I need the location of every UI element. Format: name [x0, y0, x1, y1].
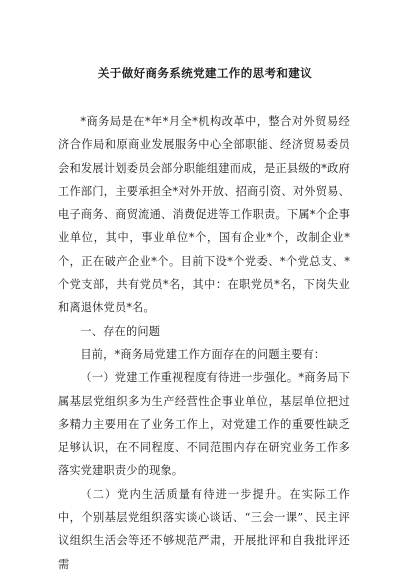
- problem-1-paragraph: （一）党建工作重视程度有待进一步强化。*商务局下属基层党组织多为生产经营性企事业单位，基层单位把过多精力主要用在了业务工作上，对党建工作的重要性缺乏足够认识，在不同程度、不同范围内存在研究业务工作多落实党建职责少的现象。: [58, 371, 350, 478]
- problem-2-paragraph: （二）党内生活质量有待进一步提升。在实际工作中，个别基层党组织落实谈心谈话、“三会一课”、民主评议组织生活会等还不够规范严肃，开展批评和自我批评还需: [58, 487, 350, 571]
- section-heading-problems: 一、存在的问题: [80, 324, 161, 338]
- document-title: 关于做好商务系统党建工作的思考和建议: [97, 66, 313, 80]
- document-body: [58, 110, 350, 576]
- problems-lead-paragraph: 目前，*商务局党建工作方面存在的问题主要有：: [80, 347, 326, 361]
- intro-paragraph: *商务局是在*年*月全*机构改革中，整合对外贸易经济合作局和原商业发展服务中心全部职能、经济贸易委员会和发展计划委员会部分职能组建而成，是正县级的*政府工作部门，主要承担全*对外开放、招商引资、对外贸易、电子商务、商贸流通、消费促进等工作职责。下属*个企事业单位，其中，事业单位*个，国有企业*个，改制企业*个，正在破产企业*个。目前下设*个党委、*个党总支、*个党支部，共有党员*名，其中：在职党员*名，下岗失业和离退休党员*名。: [58, 115, 350, 315]
